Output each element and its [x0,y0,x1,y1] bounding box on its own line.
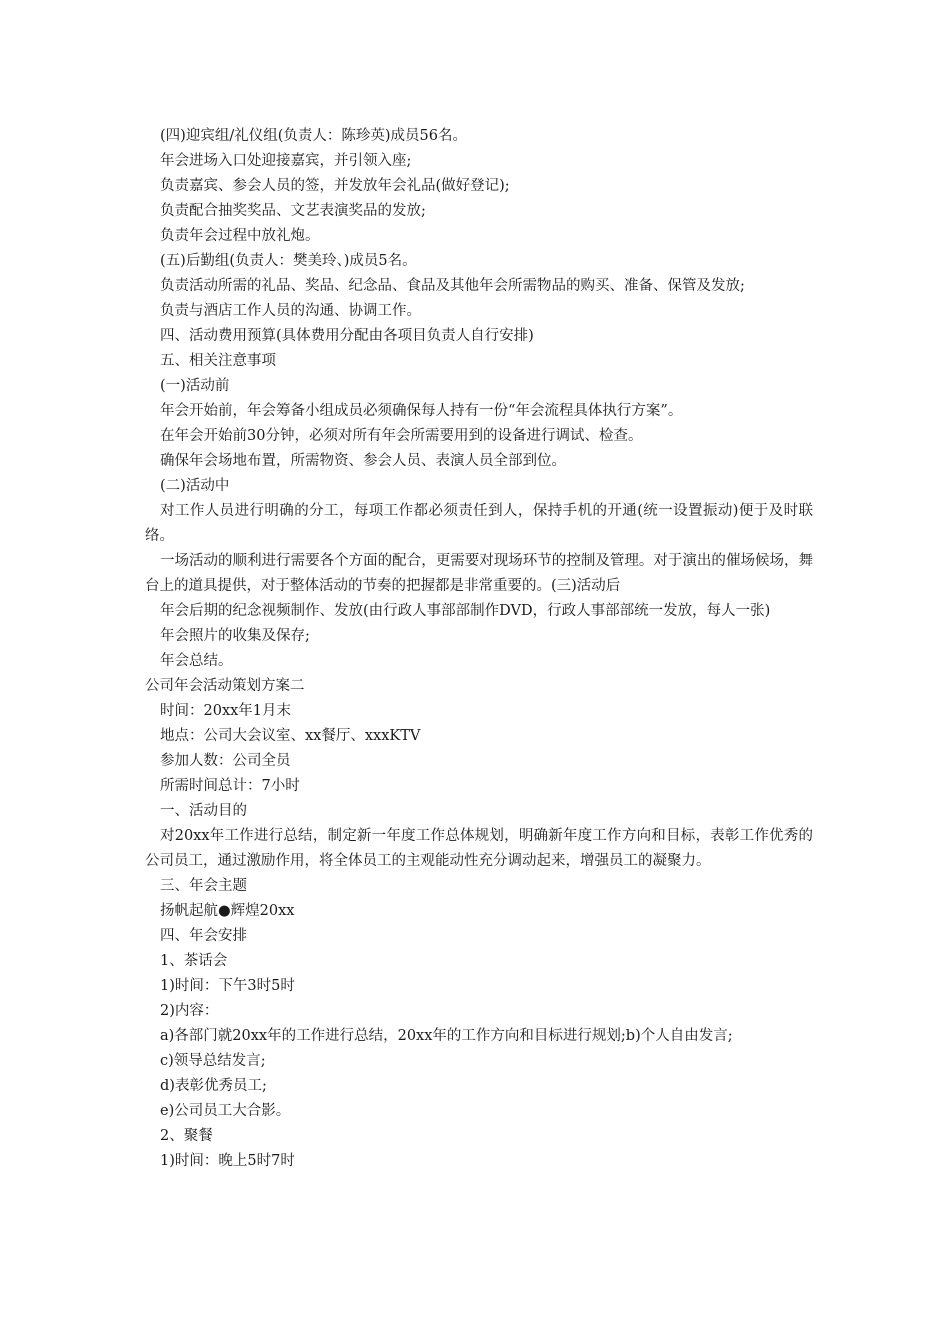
text-line: 负责配合抽奖奖品、文艺表演奖品的发放; [160,203,426,219]
text-line: 所需时间总计：7小时 [160,778,300,794]
text-line: (一)活动前 [160,378,230,394]
paragraph: 对20xx年工作进行总结，制定新一年度工作总体规划，明确新年度工作方向和目标，表彰工作优秀的公司员工，通过激励作用，将全体员工的主观能动性充分调动起来，增强员工的凝聚力。 [145,828,813,869]
document-body [145,124,813,1174]
text-line: 五、相关注意事项 [160,353,276,369]
text-line: (二)活动中 [160,478,230,494]
text-line: 负责年会过程中放礼炮。 [160,228,320,244]
text-line: 年会总结。 [160,653,233,669]
text-line: 负责与酒店工作人员的沟通、协调工作。 [160,303,421,319]
text-line: 在年会开始前30分钟，必须对所有年会所需要用到的设备进行调试、检查。 [160,428,643,444]
text-line: 1)时间：下午3时5时 [160,978,295,994]
text-line: 1)时间：晚上5时7时 [160,1153,295,1169]
text-line: 2)内容： [160,1003,219,1019]
text-line: 1、茶话会 [160,953,228,969]
text-line: 确保年会场地布置，所需物资、参会人员、表演人员全部到位。 [160,453,566,469]
text-line: 参加人数：公司全员 [160,753,291,769]
text-line: 扬帆起航●辉煌20xx [160,903,295,919]
text-line: 年会照片的收集及保存; [160,628,310,644]
text-line: 2、聚餐 [160,1128,213,1144]
text-line: a)各部门就20xx年的工作进行总结，20xx年的工作方向和目标进行规划;b)个人自由发言; [160,1028,733,1044]
text-line: (五)后勤组(负责人：樊美玲、)成员5名。 [160,253,417,269]
text-line: c)领导总结发言; [160,1053,266,1069]
text-line: 一、活动目的 [160,803,247,819]
text-line: 负责嘉宾、参会人员的签，并发放年会礼品(做好登记); [160,178,510,194]
section-title: 公司年会活动策划方案二 [145,678,305,694]
text-line: (四)迎宾组/礼仪组(负责人：陈珍英)成员56名。 [160,128,467,144]
text-line: d)表彰优秀员工; [160,1078,267,1094]
text-line: 时间：20xx年1月末 [160,703,292,719]
text-line: e)公司员工大合影。 [160,1103,291,1119]
text-line: 四、年会安排 [160,928,247,944]
text-line: 三、年会主题 [160,878,247,894]
paragraph: 年会后期的纪念视频制作、发放(由行政人事部部制作DVD，行政人事部部统一发放，每人一张) [160,603,771,619]
text-line: 地点：公司大会议室、xx餐厅、xxxKTV [160,728,421,744]
text-line: 年会开始前，年会筹备小组成员必须确保每人持有一份“年会流程具体执行方案”。 [160,403,683,419]
text-line: 负责活动所需的礼品、奖品、纪念品、食品及其他年会所需物品的购买、准备、保管及发放; [160,278,745,294]
text-line: 四、活动费用预算(具体费用分配由各项目负责人自行安排) [160,328,534,344]
text-line: 年会进场入口处迎接嘉宾，并引领入座; [160,153,412,169]
paragraph: 对工作人员进行明确的分工，每项工作都必须责任到人，保持手机的开通(统一设置振动)便于及时联络。 [145,503,813,544]
paragraph: 一场活动的顺利进行需要各个方面的配合，更需要对现场环节的控制及管理。对于演出的催场候场，舞台上的道具提供，对于整体活动的节奏的把握都是非常重要的。(三)活动后 [145,553,813,594]
